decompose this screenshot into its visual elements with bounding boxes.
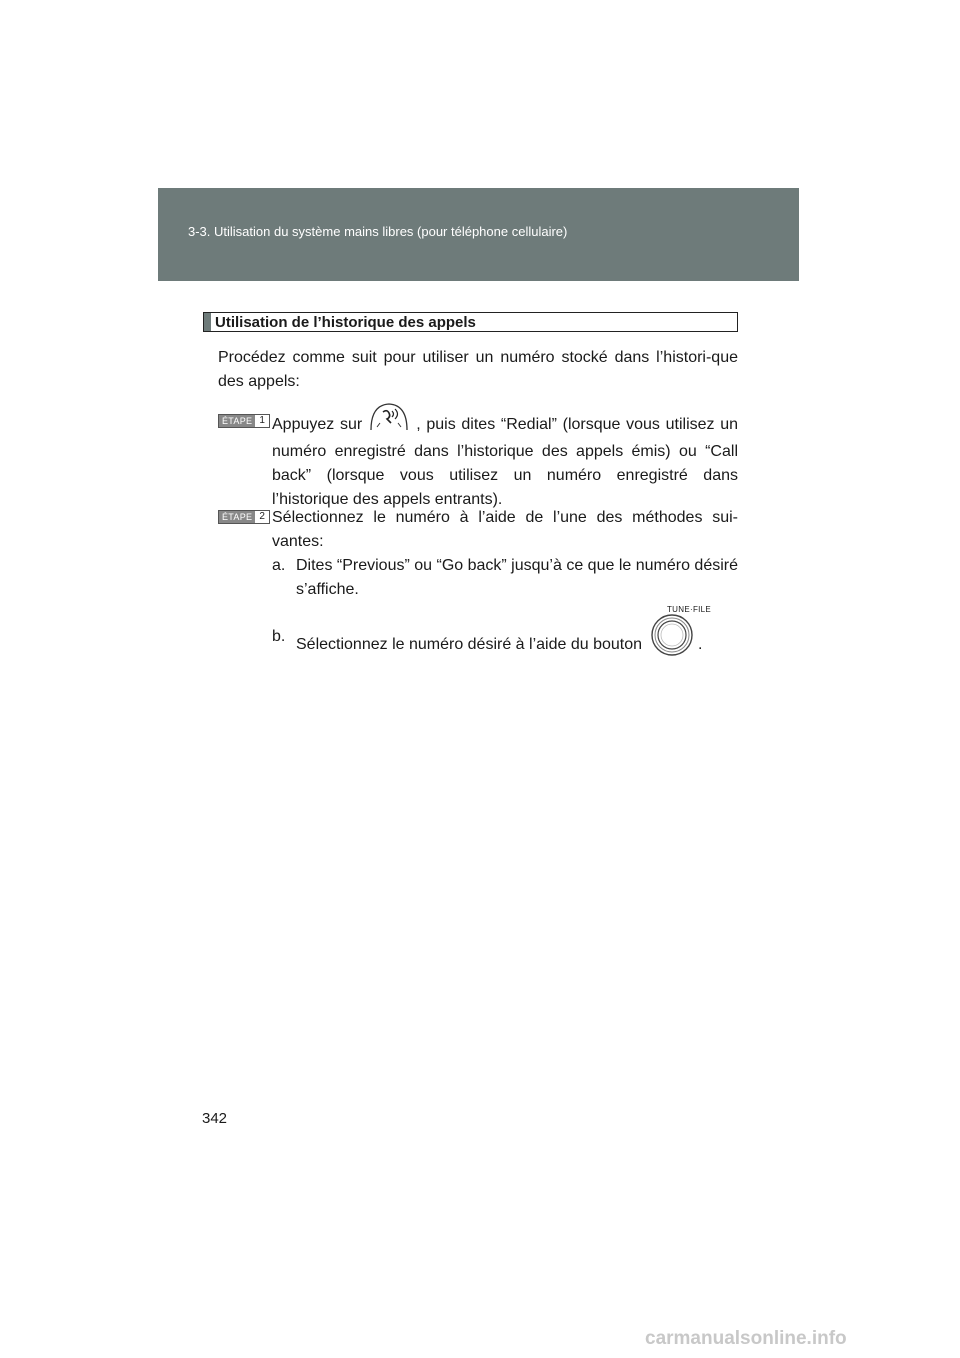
chapter-title: 3-3. Utilisation du système mains libres (pour téléphone cellulaire) [188,224,568,239]
voice-talk-button-icon [368,402,410,440]
step-badge-word: ÉTAPE [219,415,255,427]
step-badge-word: ÉTAPE [219,511,255,523]
step-badge-number: 1 [259,415,265,426]
option-a-text: Dites “Previous” ou “Go back” jusqu’à ce que le numéro désiré s’affiche. [296,557,738,598]
step-badge-number: 2 [259,511,265,522]
option-b [272,625,738,665]
heading-accent-bar [204,313,211,331]
chapter-header [158,188,799,281]
step-1-lead: Appuyez sur [272,416,363,434]
option-a [272,554,738,602]
option-b-line [296,625,738,665]
option-a-letter: a. [272,557,286,574]
option-b-suffix: . [698,636,703,654]
step-1-badge [218,414,270,428]
page-number: 342 [202,1110,228,1127]
section-heading-text: Utilisation de l’historique des appels [215,314,476,331]
option-b-text: Sélectionnez le numéro désiré à l’aide du bouton [296,636,643,654]
option-b-letter: b. [272,628,286,645]
step-1-text [272,410,738,512]
watermark: carmanualsonline.info [645,1328,847,1349]
step-2-badge [218,510,270,524]
intro-paragraph: Procédez comme suit pour utiliser un numéro stocké dans l’histori-que des appels: [218,349,738,390]
section-heading [203,312,738,332]
step-1-rest: , puis dites “Redial” (lorsque vous utilisez un numéro enregistré dans l’historique des appels émis) ou “Call back” (lorsque vous utilisez un numéro enregistré dans l’historique des appels entrants). [272,416,739,508]
tune-file-label: TUNE·FILE [667,605,712,614]
step-2-text: Sélectionnez le numéro à l’aide de l’une des méthodes sui-vantes: [272,509,738,550]
tune-file-knob-icon [650,613,694,665]
